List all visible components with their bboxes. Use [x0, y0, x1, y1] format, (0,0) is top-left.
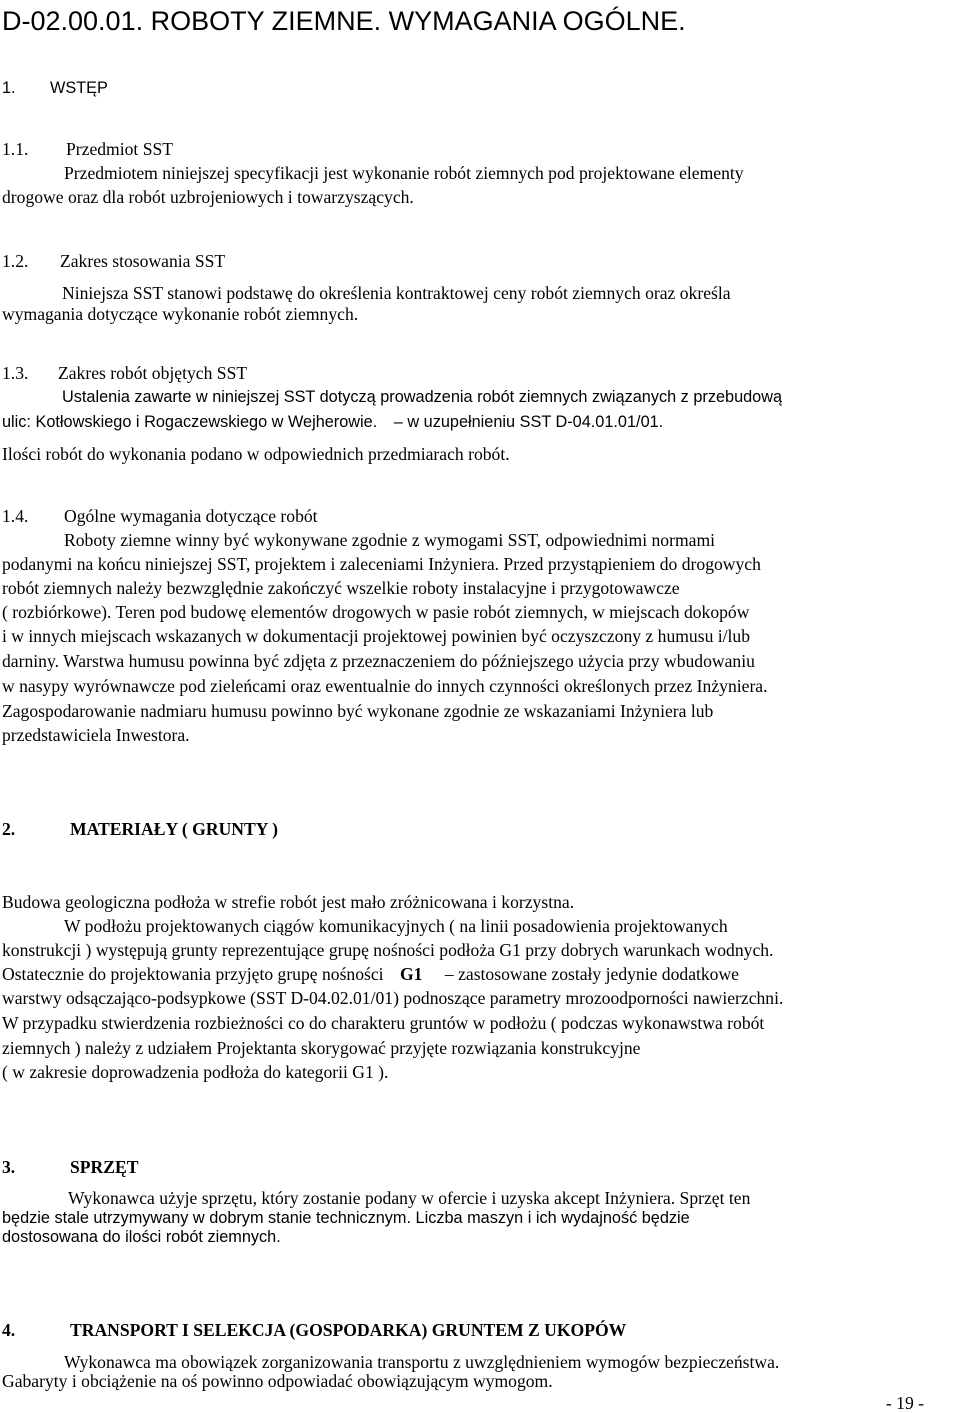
paragraph-line: W przypadku stwierdzenia rozbieżności co do charakteru gruntów w podłożu ( podczas wykonawstwa robót [2, 1013, 765, 1033]
section-number: 2. [2, 819, 16, 839]
paragraph-line: Wykonawca użyje sprzętu, który zostanie podany w ofercie i uzyska akcept Inżyniera. Sprzęt ten [68, 1188, 751, 1208]
subsection-title: Zakres stosowania SST [60, 251, 226, 271]
paragraph-line: Przedmiotem niniejszej specyfikacji jest wykonanie robót ziemnych pod projektowane elementy [64, 163, 744, 183]
paragraph-line: darniny. Warstwa humusu powinna być zdjęta z przeznaczeniem do późniejszego użycia przy wbudowaniu [2, 651, 755, 671]
paragraph-line: Zagospodarowanie nadmiaru humusu powinno być wykonane zgodnie ze wskazaniami Inżyniera lub [2, 701, 714, 721]
text-span: – zastosowane zostały jedynie dodatkowe [444, 964, 739, 984]
paragraph-line: przedstawiciela Inwestora. [2, 725, 190, 745]
subsection-1-1-heading [2, 139, 173, 159]
paragraph-line: drogowe oraz dla robót uzbrojeniowych i towarzyszących. [2, 187, 414, 207]
paragraph-line: wymagania dotyczące wykonanie robót ziemnych. [2, 304, 359, 324]
subsection-number: 1.3. [2, 363, 29, 383]
subsection-number: 1.4. [2, 506, 29, 526]
paragraph-line: ( rozbiórkowe). Teren pod budowę elementów drogowych w pasie robót ziemnych, w miejscach dokopów [2, 602, 750, 622]
section-title: WSTĘP [50, 79, 108, 97]
section-title: TRANSPORT I SELEKCJA (GOSPODARKA) GRUNTEM Z UKOPÓW [70, 1320, 627, 1340]
paragraph-line [2, 412, 663, 432]
paragraph-line: Roboty ziemne winny być wykonywane zgodnie z wymogami SST, odpowiednimi normami [64, 530, 716, 550]
paragraph-line: ziemnych ) należy z udziałem Projektanta skorygować przyjęte rozwiązania konstrukcyjne [2, 1038, 641, 1058]
paragraph-line: Wykonawca ma obowiązek zorganizowania transportu z uwzględnieniem wymogów bezpieczeństwa. [64, 1352, 780, 1372]
paragraph-line: Niniejsza SST stanowi podstawę do określenia kontraktowej ceny robót ziemnych oraz określa [62, 283, 731, 303]
paragraph-line: Ustalenia zawarte w niniejszej SST dotyczą prowadzenia robót ziemnych związanych z przebudową [62, 388, 783, 406]
paragraph-line: dostosowana do ilości robót ziemnych. [2, 1228, 281, 1246]
bearing-group-label: G1 [399, 964, 423, 984]
section-2-heading [2, 819, 278, 839]
text-span: – w uzupełnieniu SST D-04.01.01/01. [393, 413, 664, 431]
paragraph-line: Budowa geologiczna podłoża w strefie robót jest mało zróżnicowana i korzystna. [2, 892, 575, 912]
section-title: SPRZĘT [70, 1157, 139, 1177]
paragraph-line: Ilości robót do wykonania podano w odpowiednich przedmiarach robót. [2, 444, 510, 464]
text-span: Ostatecznie do projektowania przyjęto grupę nośności [2, 964, 384, 984]
text-span: ulic: Kotłowskiego i Rogaczewskiego w Wejherowie. [2, 413, 378, 431]
paragraph-line: robót ziemnych należy bezwzględnie zakończyć wszelkie roboty instalacyjne i przygotowawcze [2, 578, 680, 598]
paragraph-line: będzie stale utrzymywany w dobrym stanie technicznym. Liczba maszyn i ich wydajność będzie [2, 1209, 690, 1227]
section-title: MATERIAŁY ( GRUNTY ) [70, 819, 279, 839]
paragraph-line [2, 964, 739, 984]
section-number: 3. [2, 1157, 16, 1177]
paragraph-line: Gabaryty i obciążenie na oś powinno odpowiadać obowiązującym wymogom. [2, 1371, 553, 1391]
paragraph-line: W podłożu projektowanych ciągów komunikacyjnych ( na linii posadowienia projektowanych [64, 916, 728, 936]
subsection-number: 1.1. [2, 139, 29, 159]
section-4-heading [2, 1320, 626, 1340]
subsection-title: Ogólne wymagania dotyczące robót [64, 506, 318, 526]
section-3-heading [2, 1157, 138, 1177]
section-1-heading [2, 78, 108, 98]
subsection-number: 1.2. [2, 251, 29, 271]
section-number: 1. [2, 79, 16, 97]
paragraph-line: ( w zakresie doprowadzenia podłoża do kategorii G1 ). [2, 1062, 389, 1082]
paragraph-line: i w innych miejscach wskazanych w dokumentacji projektowej powinien być oczyszczony z humusu i/lub [2, 626, 751, 646]
subsection-1-4-heading [2, 506, 318, 526]
section-number: 4. [2, 1320, 16, 1340]
subsection-title: Przedmiot SST [66, 139, 174, 159]
page-number: - 19 - [885, 1393, 924, 1413]
paragraph-line: warstwy odsączająco-podsypkowe (SST D-04.02.01/01) podnoszące parametry mrozoodporności nawierzchni. [2, 988, 784, 1008]
paragraph-line: w nasypy wyrównawcze pod zieleńcami oraz ewentualnie do innych czynności określonych przez Inżyniera. [2, 676, 768, 696]
subsection-title: Zakres robót objętych SST [58, 363, 248, 383]
subsection-1-3-heading [2, 363, 247, 383]
paragraph-line: konstrukcji ) występują grunty reprezentujące grupę nośności podłoża G1 przy dobrych warunkach wodnych. [2, 940, 774, 960]
document-title: D-02.00.01. ROBOTY ZIEMNE. WYMAGANIA OGÓLNE. [2, 6, 686, 36]
subsection-1-2-heading [2, 251, 225, 271]
paragraph-line: podanymi na końcu niniejszej SST, projektem i zaleceniami Inżyniera. Przed przystąpieniem do drogowych [2, 554, 761, 574]
